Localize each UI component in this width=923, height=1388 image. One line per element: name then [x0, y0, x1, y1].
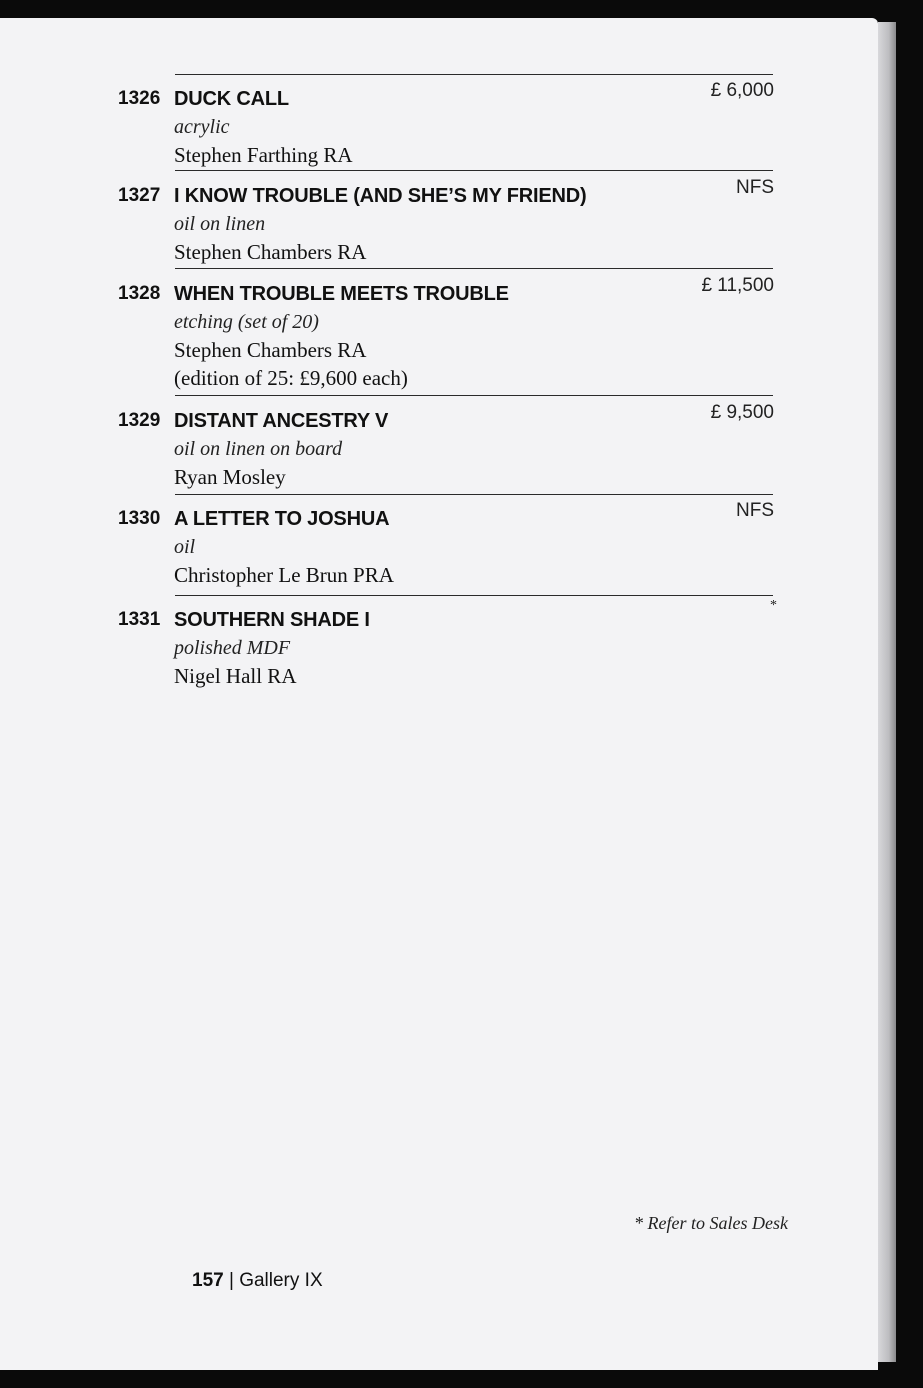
- entry-divider: [175, 494, 773, 495]
- artwork-medium: polished MDF: [174, 637, 291, 659]
- artist-name: Stephen Chambers RA: [174, 240, 367, 264]
- price: NFS: [736, 500, 774, 521]
- page-folio: [192, 1270, 323, 1292]
- entry-divider: [175, 595, 773, 596]
- artwork-title: DUCK CALL: [174, 88, 289, 110]
- entry-divider: [175, 395, 773, 396]
- price: £ 11,500: [701, 275, 774, 296]
- price: £ 9,500: [710, 402, 774, 423]
- artist-name: Christopher Le Brun PRA: [174, 563, 394, 587]
- artist-name: Nigel Hall RA: [174, 664, 297, 688]
- artwork-title: I KNOW TROUBLE (AND SHE’S MY FRIEND): [174, 185, 587, 207]
- lot-number: 1329: [118, 410, 161, 431]
- artwork-medium: oil on linen on board: [174, 438, 343, 460]
- footnote: * Refer to Sales Desk: [634, 1213, 788, 1233]
- page-number: 157: [192, 1270, 224, 1291]
- lot-number: 1327: [118, 185, 161, 206]
- artwork-medium: etching (set of 20): [174, 311, 319, 333]
- artwork-medium: oil on linen: [174, 213, 266, 235]
- artist-name: Stephen Farthing RA: [174, 143, 353, 167]
- entry-divider: [175, 74, 773, 75]
- artwork-title: WHEN TROUBLE MEETS TROUBLE: [174, 283, 509, 305]
- artwork-title: A LETTER TO JOSHUA: [174, 508, 390, 530]
- artist-name: Stephen Chambers RA: [174, 338, 367, 362]
- refer-asterisk: *: [770, 598, 777, 613]
- folio-separator: |: [228, 1270, 234, 1291]
- artwork-title: SOUTHERN SHADE I: [174, 609, 370, 631]
- lot-number: 1330: [118, 508, 161, 529]
- price: NFS: [736, 177, 774, 198]
- price: £ 6,000: [710, 80, 774, 101]
- artwork-medium: acrylic: [174, 116, 230, 138]
- entry-divider: [175, 268, 773, 269]
- edition-note: (edition of 25: £9,600 each): [174, 366, 408, 390]
- artwork-title: DISTANT ANCESTRY V: [174, 410, 389, 432]
- catalogue-page: [0, 18, 878, 1370]
- artist-name: Ryan Mosley: [174, 465, 286, 489]
- section-name: Gallery IX: [239, 1270, 323, 1291]
- entry-divider: [175, 170, 773, 171]
- lot-number: 1328: [118, 283, 161, 304]
- lot-number: 1331: [118, 609, 161, 630]
- artwork-medium: oil: [174, 536, 196, 558]
- page-edge: [878, 22, 896, 1362]
- lot-number: 1326: [118, 88, 161, 109]
